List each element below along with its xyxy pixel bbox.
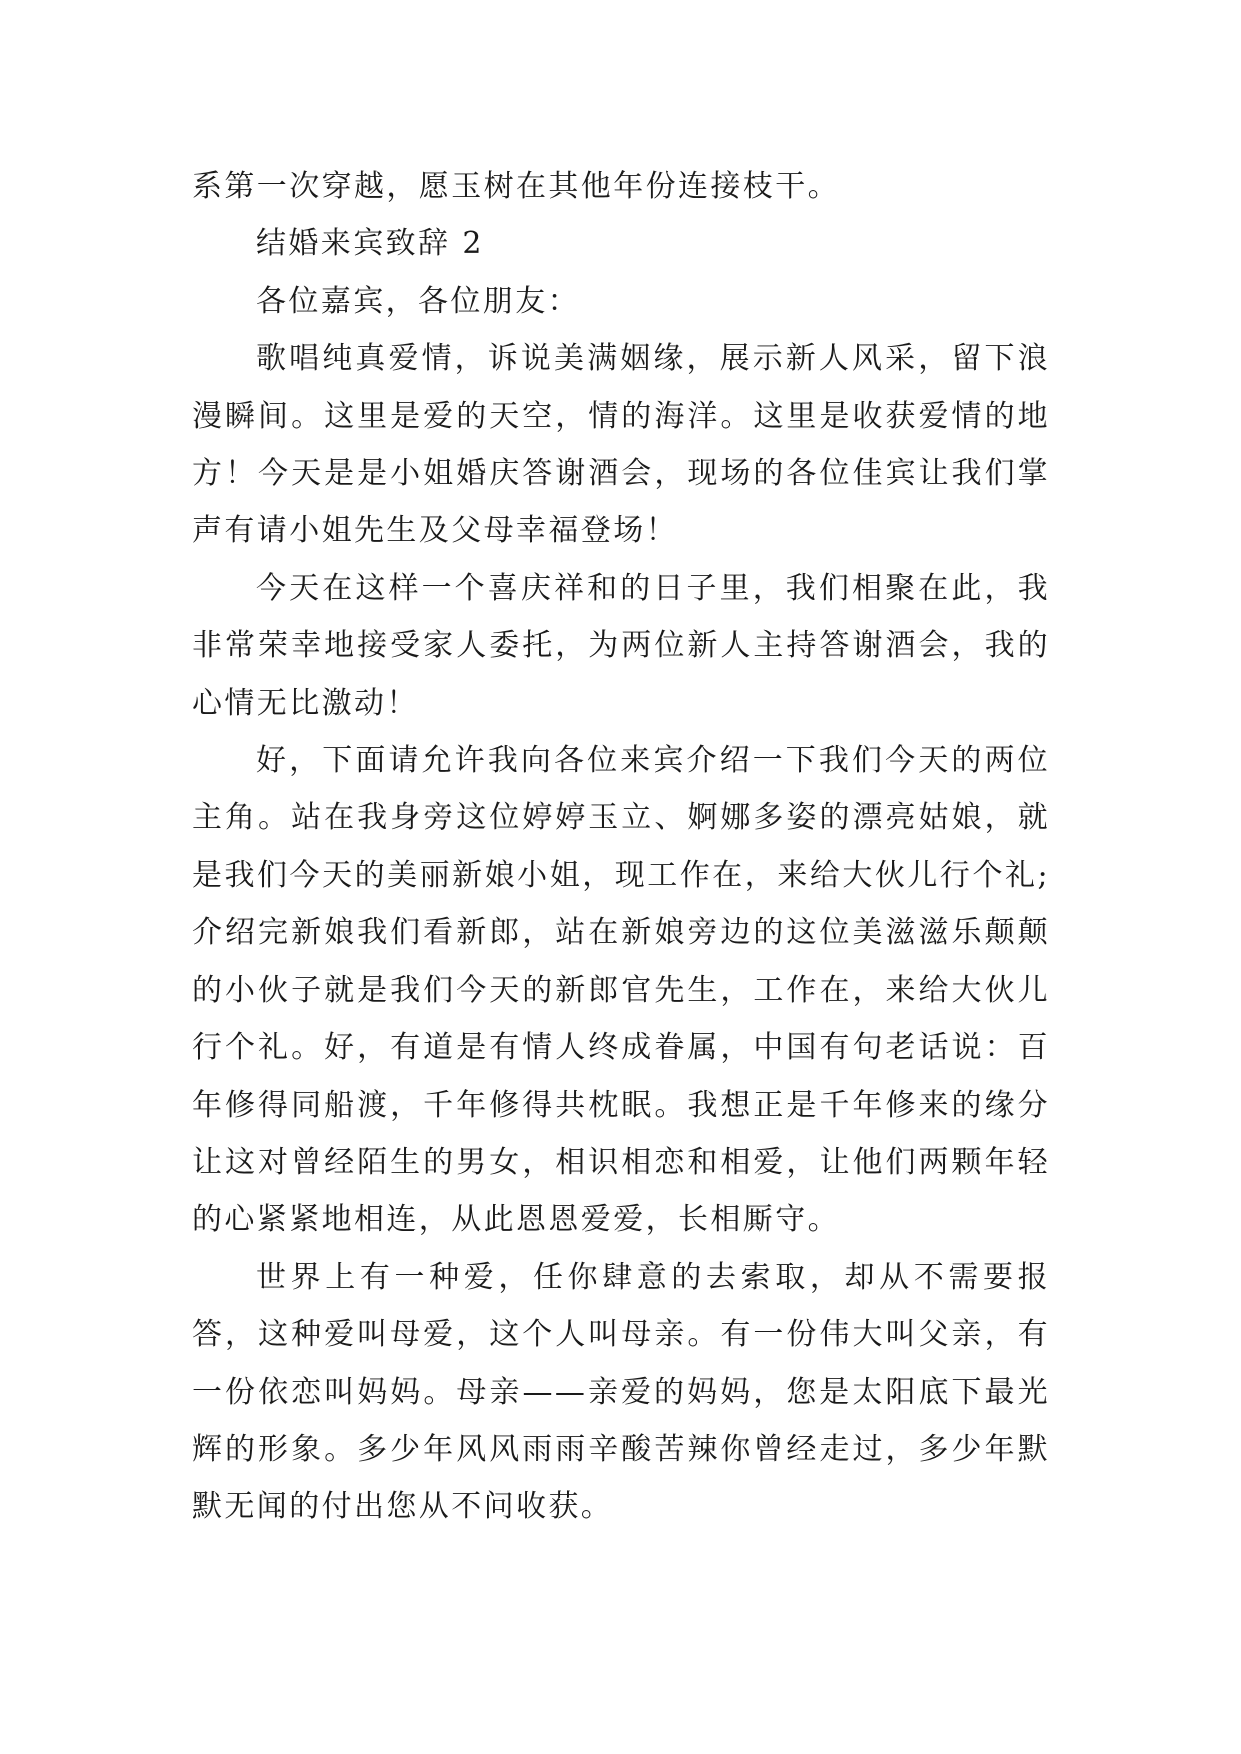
- section-heading: 结婚来宾致辞 2: [256, 226, 484, 262]
- paragraph-continuation: 系第一次穿越，愿玉树在其他年份连接枝干。: [192, 169, 840, 204]
- paragraph: 歌唱纯真爱情，诉说美满姻缘，展示新人风采，留下浪漫瞬间。这里是爱的天空，情的海洋。这里是收获爱情的地方！今天是是小姐婚庆答谢酒会，现场的各位佳宾让我们掌声有请小姐先生及父母幸福登场！: [192, 341, 1050, 549]
- paragraph: 好，下面请允许我向各位来宾介绍一下我们今天的两位主角。站在我身旁这位婷婷玉立、婀娜多姿的漂亮姑娘，就是我们今天的美丽新娘小姐，现工作在，来给大伙儿行个礼;介绍完新娘我们看新郎，站在新娘旁边的这位美滋滋乐颠颠的小伙子就是我们今天的新郎官先生，工作在，来给大伙儿行个礼。好，有道是有情人终成眷属，中国有句老话说：百年修得同船渡，千年修得共枕眠。我想正是千年修来的缘分让这对曾经陌生的男女，相识相恋和相爱，让他们两颗年轻的心紧紧地相连，从此恩恩爱爱，长相厮守。: [192, 743, 1050, 1238]
- paragraph: 今天在这样一个喜庆祥和的日子里，我们相聚在此，我非常荣幸地接受家人委托，为两位新人主持答谢酒会，我的心情无比激动！: [192, 570, 1050, 721]
- paragraph: 世界上有一种爱，任你肆意的去索取，却从不需要报答，这种爱叫母爱，这个人叫母亲。有一份伟大叫父亲，有一份依恋叫妈妈。母亲——亲爱的妈妈，您是太阳底下最光辉的形象。多少年风风雨雨辛酸苦辣你曾经走过，多少年默默无闻的付出您从不问收获。: [192, 1259, 1050, 1525]
- document-body: [192, 158, 1050, 1536]
- salutation: 各位嘉宾，各位朋友：: [256, 283, 580, 319]
